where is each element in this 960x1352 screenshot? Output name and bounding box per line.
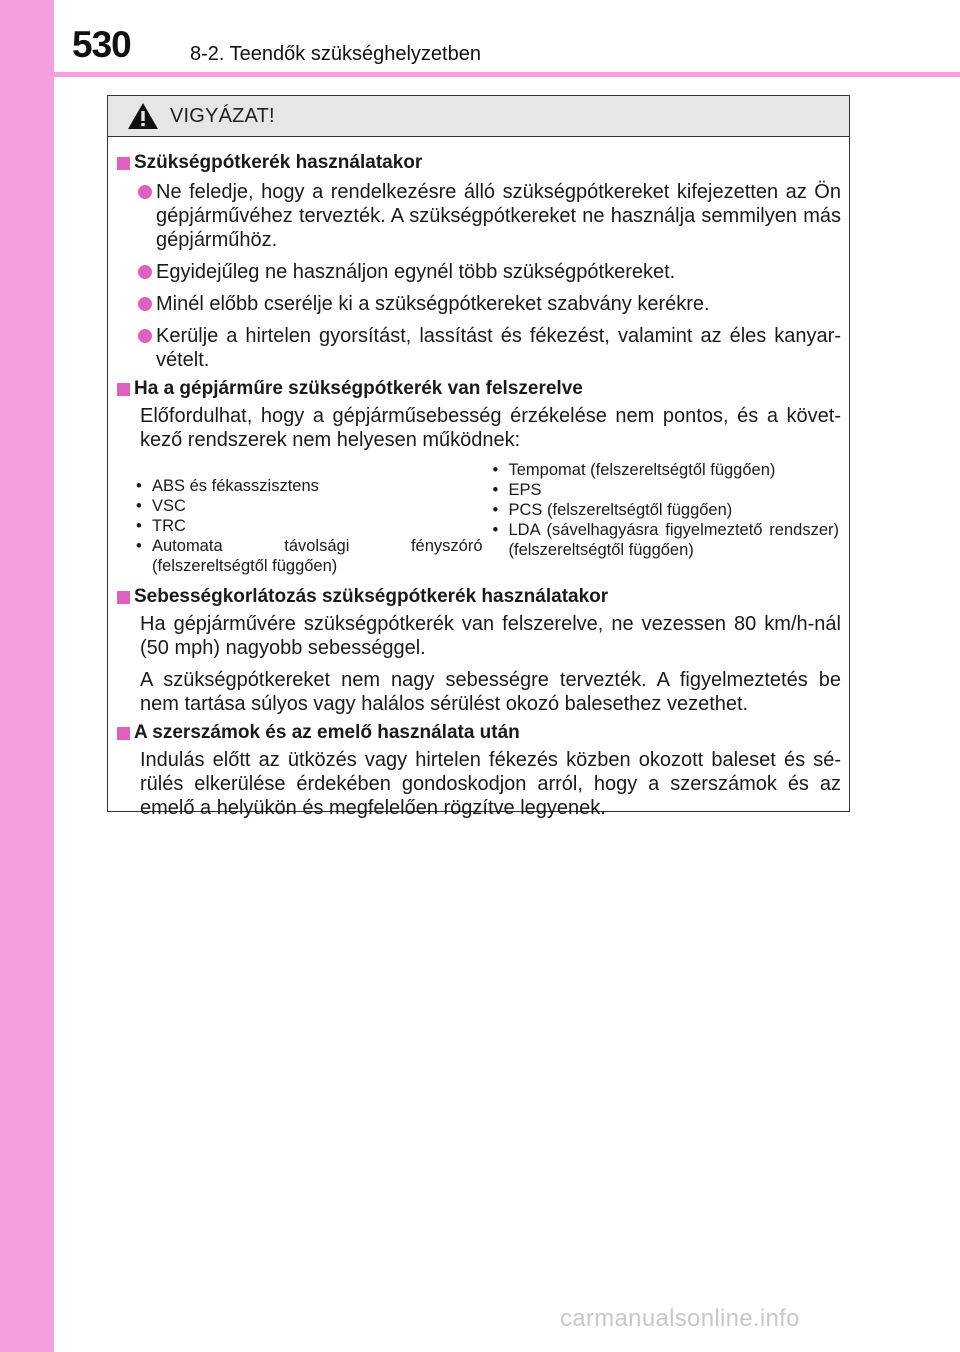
square-bullet-icon: [117, 591, 130, 604]
list-item: [116, 292, 841, 316]
list-item-text: Ne feledje, hogy a rendelkezésre álló szükségpótkereket kifejezetten az Ön gépjárművéhez tervezték. A szükségpótkereket ne használja semmilyen más gépjárműhöz.: [156, 181, 841, 251]
list-item: [116, 324, 841, 372]
section-title: 8-2. Teendők szükséghelyzetben: [190, 43, 481, 65]
systems-list-left: [132, 460, 483, 576]
section-heading-text: Sebességkorlátozás szükségpótkerék használatakor: [134, 586, 609, 607]
section-heading: [116, 376, 841, 402]
header-rule: [54, 72, 960, 77]
list-item: • PCS (felszereltségtől függően): [489, 500, 840, 520]
warning-triangle-icon: [126, 101, 160, 131]
warning-header: [108, 96, 849, 137]
section-heading-text: A szerszámok és az emelő használata után: [134, 722, 520, 743]
section-heading-text: Ha a gépjárműre szükségpótkerék van felszerelve: [134, 378, 583, 399]
list-item: • EPS: [489, 480, 840, 500]
affected-systems-lists: [116, 460, 841, 576]
list-item-text: Kerülje a hirtelen gyorsítást, lassítást és fékezést, valamint az éles kanyar-vételt.: [156, 325, 841, 371]
section-heading: [116, 584, 841, 610]
list-item: • Tempomat (felszereltségtől függően): [489, 460, 840, 480]
square-bullet-icon: [117, 727, 130, 740]
section-heading-text: Szükségpótkerék használatakor: [134, 152, 423, 173]
list-item: • TRC: [132, 516, 483, 536]
list-item: • Automata távolsági fényszóró (felszereltségtől függően): [132, 536, 483, 576]
watermark: carmanualsonline.info: [560, 1305, 800, 1332]
list-item: • LDA (sávelhagyásra figyelmeztető rendszer) (felszereltségtől függően): [489, 520, 840, 560]
list-item-text: Minél előbb cserélje ki a szükségpótkereket szabvány kerékre.: [156, 293, 710, 315]
round-bullet-icon: [138, 185, 152, 199]
paragraph: Előfordulhat, hogy a gépjárműsebesség érzékelése nem pontos, és a követ-kező rendszerek nem helyesen működnek:: [140, 405, 841, 451]
round-bullet-icon: [138, 329, 152, 343]
list-item-text: Egyidejűleg ne használjon egynél több szükségpótkereket.: [156, 261, 676, 283]
list-item: • ABS és fékasszisztens: [132, 476, 483, 496]
round-bullet-icon: [138, 265, 152, 279]
paragraph: A szükségpótkereket nem nagy sebességre tervezték. A figyelmeztetés be nem tartása súlyos vagy halálos sérülést okozó balesethez vezethet.: [140, 669, 841, 715]
list-item: [116, 260, 841, 284]
round-bullet-icon: [138, 297, 152, 311]
systems-list-right: [483, 460, 842, 576]
square-bullet-icon: [117, 157, 130, 170]
page-side-tab: [0, 0, 54, 1352]
warning-title: VIGYÁZAT!: [170, 104, 275, 127]
paragraph: Ha gépjárművére szükségpótkerék van felszerelve, ne vezessen 80 km/h-nál (50 mph) nagyobb sebességgel.: [140, 613, 841, 659]
square-bullet-icon: [117, 383, 130, 396]
warning-content: [108, 136, 849, 820]
warning-box: [107, 95, 850, 819]
list-item: • VSC: [132, 496, 483, 516]
list-item: [116, 180, 841, 252]
page-number: 530: [72, 24, 131, 65]
paragraph: Indulás előtt az ütközés vagy hirtelen fékezés közben okozott baleset és sé-rülés elkerülése érdekében gondoskodjon arról, hogy a szerszámok és az emelő a helyükön és megfelelően rögzítve legyenek.: [140, 749, 841, 819]
section-heading: [116, 150, 841, 176]
section-heading: [116, 720, 841, 746]
